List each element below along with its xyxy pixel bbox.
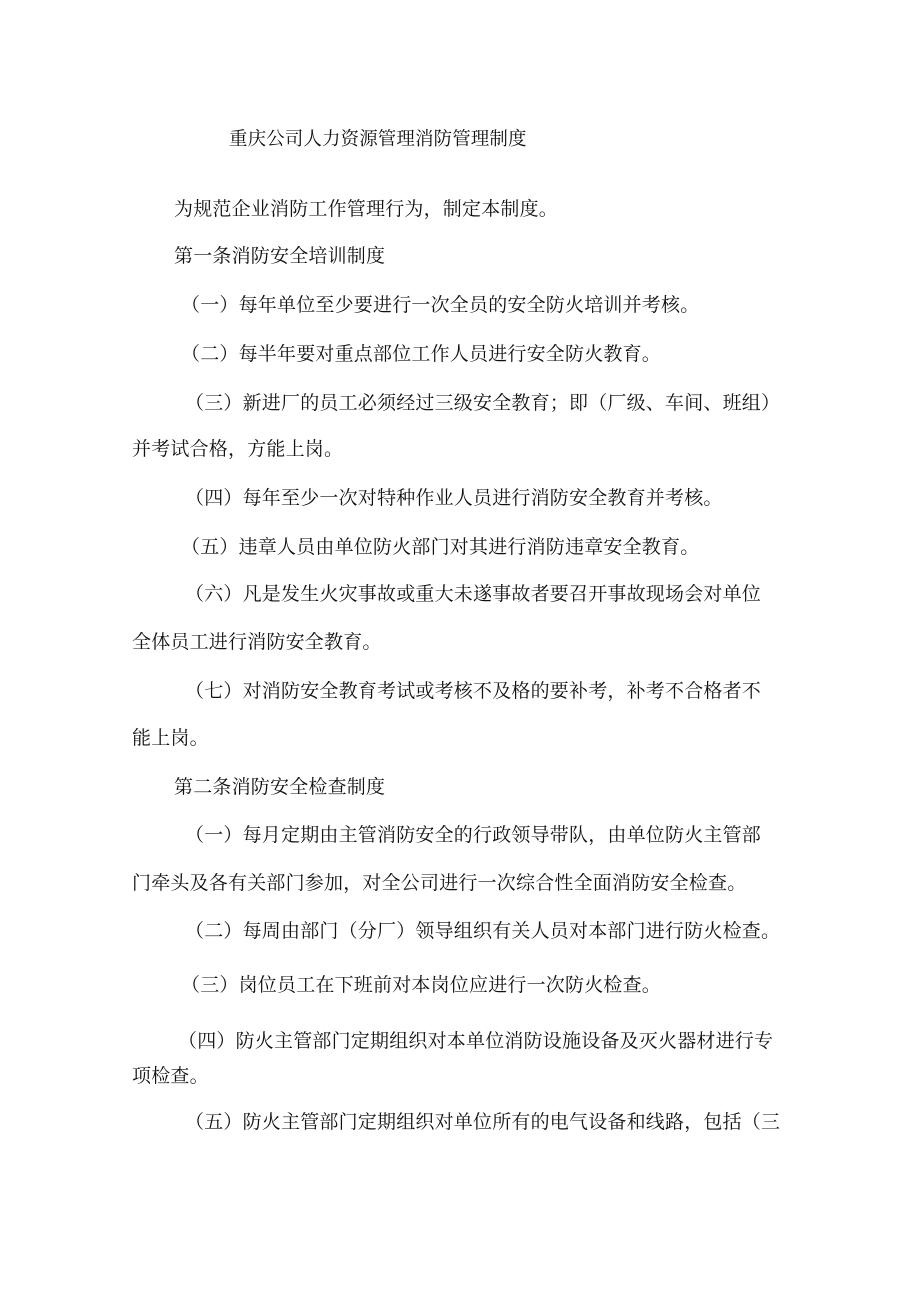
- article1-item-7: （七）对消防安全教育考试或考核不及格的要补考，补考不合格者不: [185, 680, 762, 702]
- article2-heading: 第二条消防安全检查制度: [174, 776, 386, 798]
- article1-item-4: （四）每年至少一次对特种作业人员进行消防安全教育并考核。: [185, 487, 723, 509]
- article1-item-2: （二）每半年要对重点部位工作人员进行安全防火教育。: [181, 343, 662, 365]
- article2-item-1-cont: 门牵头及各有关部门参加，对全公司进行一次综合性全面消防安全检查。: [132, 872, 747, 894]
- document-title: 重庆公司人力资源管理消防管理制度: [229, 129, 527, 150]
- article2-item-5: （五）防火主管部门定期组织对单位所有的电气设备和线路，包括（三: [185, 1111, 781, 1133]
- intro-paragraph: 为规范企业消防工作管理行为，制定本制度。: [174, 198, 559, 220]
- article1-item-1: （一）每年单位至少要进行一次全员的安全防火培训并考核。: [181, 294, 700, 316]
- article2-item-4: （四）防火主管部门定期组织对本单位消防设施设备及灭火器材进行专: [178, 1030, 774, 1052]
- article2-item-3: （三）岗位员工在下班前对本岗位应进行一次防火检查。: [181, 974, 662, 996]
- article1-heading: 第一条消防安全培训制度: [174, 245, 386, 267]
- article1-item-3-cont: 并考试合格，方能上岗。: [132, 438, 344, 460]
- article2-item-4-cont: 项检查。: [132, 1065, 209, 1087]
- article1-item-5: （五）违章人员由单位防火部门对其进行消防违章安全教育。: [181, 536, 700, 558]
- article1-item-6-cont: 全体员工进行消防安全教育。: [132, 631, 382, 653]
- article1-item-3: （三）新进厂的员工必须经过三级安全教育；即（厂级、车间、班组）: [185, 392, 781, 414]
- article1-item-6: （六）凡是发生火灾事故或重大未遂事故者要召开事故现场会对单位: [185, 583, 762, 605]
- article2-item-1: （一）每月定期由主管消防安全的行政领导带队，由单位防火主管部: [185, 824, 762, 846]
- article2-item-2: （二）每周由部门（分厂）领导组织有关人员对本部门进行防火检查。: [185, 920, 781, 942]
- article1-item-7-cont: 能上岗。: [132, 727, 209, 749]
